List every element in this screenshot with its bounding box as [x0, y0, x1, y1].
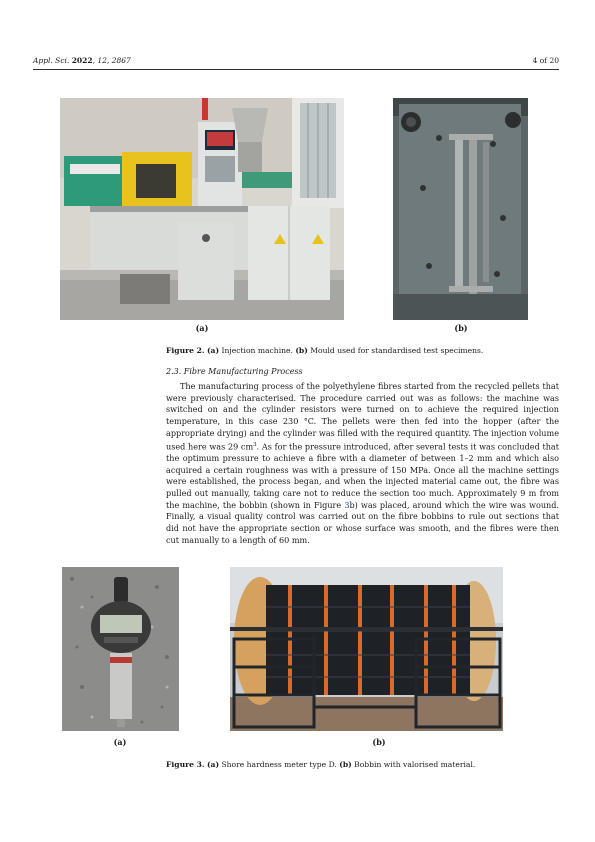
figure-3-reference-link[interactable]: 3 [344, 499, 350, 510]
figure-3a-hardness-meter-photo [62, 567, 179, 731]
figure-2-caption-label: Figure 2. [166, 346, 205, 355]
page-number: 4 of 20 [532, 56, 559, 65]
body-paragraph: The manufacturing process of the polyethylene fibres started from the recycled pellets that were previously characterised. The procedure carried out was as follows: the machine was switched on and the cylinder resistors were turned on to achieve the required injection temperature, in this case 230 °C. The pellets were then fed into the hopper (after the appropriate drying) and the cylinder was filled with the required quantity. The injection volume used here was 29 $cm^3$. As for the pressure introduced, after several tests it was concluded that the optimum pressure to achieve a fibre with a diameter of between 1–2 mm and which also acquired a certain roughness was with a pressure of 150 MPa. Once all the machine settings were established, the process began, and when the injected material came out, the fibre was pulled out manually, taking care not to reduce the section too much. Approximately 9 m from the machine, the bobbin (shown in Figure 3b) was placed, around which the wire was wound. Finally, a visual quality control was carried out on the fibre bobbins to rule out sections that did not have the appropriate section or whose surface was smooth, and the fibres were then cut manually to a length of 60 mm. [166, 381, 560, 545]
figure-2a-injection-machine-photo [60, 98, 344, 320]
figure-2b-mould-photo [393, 98, 528, 320]
figure-2-caption: Figure 2. (a) Injection machine. (b) Mould used for standardised test specimens. [166, 346, 484, 355]
journal-name: Appl. Sci. [33, 56, 70, 65]
article-number: 2867 [111, 56, 131, 65]
figure-3-caption-label: Figure 3. [166, 760, 205, 769]
running-header-citation: Appl. Sci. 2022, 12, 2867 [33, 56, 131, 65]
figure-2b-label: (b) [454, 323, 468, 333]
journal-volume: 12 [97, 56, 107, 65]
figure-2a-label: (a) [195, 323, 209, 333]
figure-3a-label: (a) [113, 737, 127, 747]
header-rule [33, 69, 559, 70]
figure-3b-label: (b) [372, 737, 386, 747]
section-heading: 2.3. Fibre Manufacturing Process [166, 367, 303, 376]
journal-year: 2022 [71, 56, 93, 65]
figure-3b-bobbin-photo [230, 567, 503, 731]
figure-3-caption: Figure 3. (a) Shore hardness meter type D. (b) Bobbin with valorised material. [166, 760, 476, 769]
